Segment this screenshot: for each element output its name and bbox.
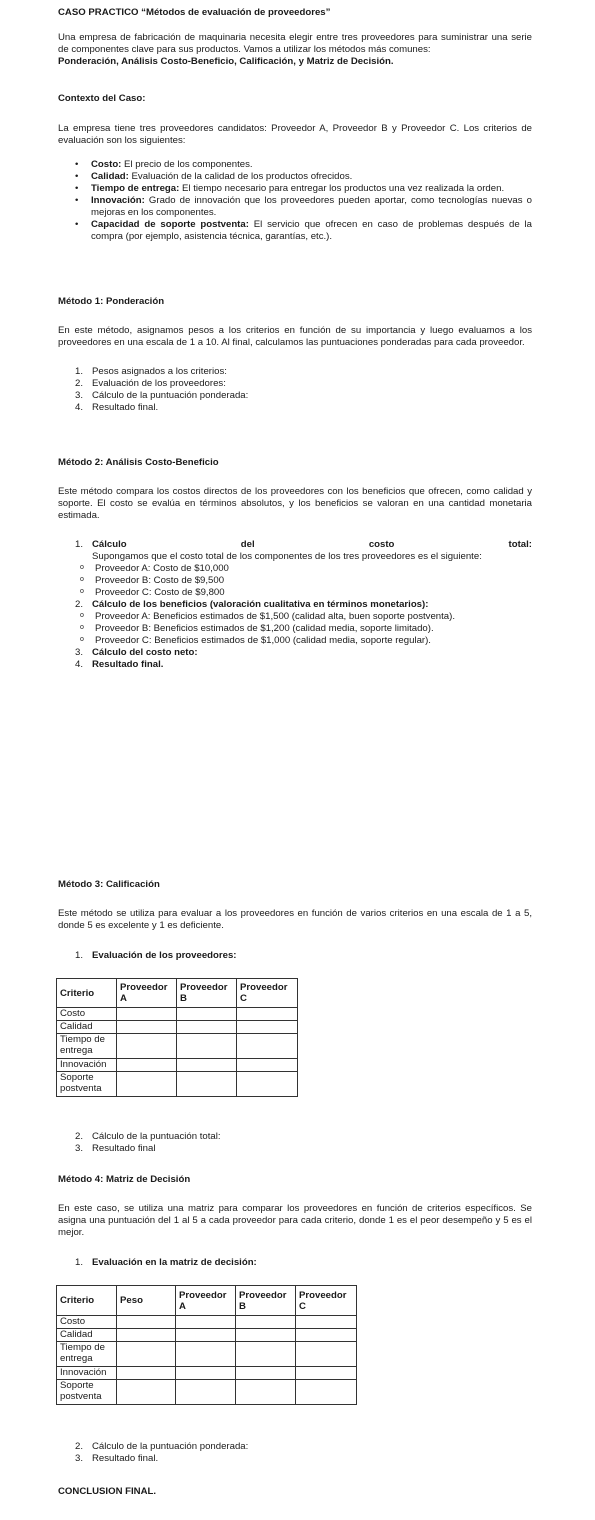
metodo2-text: Este método compara los costos directos de los proveedores con los beneficios que ofrecen, como calidad y soporte. El costo se evalúa en términos absolutos, y los beneficios se valoran en una cantidad monetaria estimada. xyxy=(58,486,532,521)
table-cell[interactable] xyxy=(117,1316,176,1329)
table-header-cell: Criterio xyxy=(57,1286,117,1316)
table-row xyxy=(57,1316,357,1329)
list-item: 4. Resultado final. xyxy=(75,659,164,670)
contexto-section xyxy=(58,123,532,243)
step-text: Supongamos que el costo total de los componentes de los tres proveedores es el siguiente: xyxy=(92,551,482,562)
table-header-cell: Proveedor C xyxy=(296,1286,357,1316)
table-header-cell: Criterio xyxy=(57,979,117,1008)
list-item: o Proveedor B: Beneficios estimados de $1,200 (calidad media, soporte limitado). xyxy=(58,623,532,635)
table-row xyxy=(57,1008,298,1021)
list-item: o Proveedor B: Costo de $9,500 xyxy=(58,575,532,587)
table-cell-criterio: Costo xyxy=(57,1008,117,1021)
table-header-cell: Proveedor A xyxy=(117,979,177,1008)
table-row xyxy=(57,1021,298,1034)
criteria-item: • Calidad: Evaluación de la calidad de los productos ofrecidos. xyxy=(58,171,532,183)
list-item: 3. Cálculo de la puntuación ponderada: xyxy=(75,390,249,401)
metodo1-steps xyxy=(58,366,532,414)
table-row xyxy=(57,1034,298,1059)
table-row xyxy=(57,1329,357,1342)
table-cell[interactable] xyxy=(117,1059,177,1072)
table-cell[interactable] xyxy=(176,1342,236,1367)
list-item: 4. Resultado final. xyxy=(75,402,159,413)
metodo3-text: Este método se utiliza para evaluar a los proveedores en función de varios criterios en una escala de 1 a 5, donde 5 es excelente y 1 es deficiente. xyxy=(58,908,532,931)
metodo4-section xyxy=(58,1203,532,1269)
table-cell[interactable] xyxy=(296,1380,357,1405)
table-cell[interactable] xyxy=(117,1329,176,1342)
table-header-cell: Proveedor B xyxy=(236,1286,296,1316)
table-cell[interactable] xyxy=(177,1072,237,1097)
criteria-item: • Costo: El precio de los componentes. xyxy=(58,159,532,171)
table-cell[interactable] xyxy=(117,1380,176,1405)
metodo4-step1 xyxy=(58,1257,532,1269)
table-cell[interactable] xyxy=(236,1367,296,1380)
table-cell[interactable] xyxy=(176,1316,236,1329)
contexto-text: La empresa tiene tres proveedores candidatos: Proveedor A, Proveedor B y Proveedor C. Los criterios de evaluación son los siguientes: xyxy=(58,123,532,146)
metodo4-heading: Método 4: Matriz de Decisión xyxy=(58,1174,191,1185)
table-cell[interactable] xyxy=(117,1034,177,1059)
conclusion-heading: CONCLUSION FINAL. xyxy=(58,1486,157,1497)
intro-methods: Ponderación, Análisis Costo-Beneficio, Calificación, y Matriz de Decisión. xyxy=(58,56,394,67)
table-header-row xyxy=(57,1286,357,1316)
criteria-item: • Tiempo de entrega: El tiempo necesario para entregar los productos una vez realizada la orden. xyxy=(58,183,532,195)
table-cell[interactable] xyxy=(296,1316,357,1329)
table-cell[interactable] xyxy=(236,1316,296,1329)
table-cell[interactable] xyxy=(177,1034,237,1059)
table-cell[interactable] xyxy=(237,1008,298,1021)
table-cell[interactable] xyxy=(177,1059,237,1072)
list-item: o Proveedor A: Beneficios estimados de $1,500 (calidad alta, buen soporte postventa). xyxy=(58,611,532,623)
intro-text: Una empresa de fabricación de maquinaria necesita elegir entre tres proveedores para suministrar una serie de componentes clave para sus productos. Vamos a utilizar los métodos más comunes: xyxy=(58,32,532,55)
metodo4-steps-after xyxy=(58,1441,532,1465)
table-row xyxy=(57,1072,298,1097)
table-header-cell: Proveedor A xyxy=(176,1286,236,1316)
table-cell-criterio: Calidad xyxy=(57,1021,117,1034)
metodo1-heading: Método 1: Ponderación xyxy=(58,296,165,307)
table-cell-criterio: Calidad xyxy=(57,1329,117,1342)
list-item: 1. Evaluación de los proveedores: xyxy=(75,950,237,961)
table-cell[interactable] xyxy=(236,1380,296,1405)
table-cell[interactable] xyxy=(117,1021,177,1034)
table-row xyxy=(57,1380,357,1405)
table-cell-criterio: Costo xyxy=(57,1316,117,1329)
criteria-item: • Capacidad de soporte postventa: El servicio que ofrecen en caso de problemas después de la compra (por ejemplo, asistencia técnica, garantías, etc.). xyxy=(58,219,532,243)
intro-section xyxy=(58,32,532,68)
metodo3-heading: Método 3: Calificación xyxy=(58,879,160,890)
metodo2-heading: Método 2: Análisis Costo-Beneficio xyxy=(58,457,219,468)
matriz-decision-table xyxy=(56,1285,357,1405)
table-cell[interactable] xyxy=(117,1072,177,1097)
table-header-cell: Peso xyxy=(117,1286,176,1316)
table-header-cell: Proveedor C xyxy=(237,979,298,1008)
list-item: 2. Cálculo de los beneficios (valoración cualitativa en términos monetarios): o Proveedor A: Beneficios estimados de $1,500 (calidad alta, buen soporte postventa). o Proveedor B: Beneficios estimados de $1,200 (calidad media, soporte limitado). o Proveedor C: Beneficios estimados de $1,000 (calidad media, soporte regular). xyxy=(58,599,532,647)
criteria-item: • Innovación: Grado de innovación que los proveedores pueden aportar, como tecnologías nuevas o mejoras en los componentes. xyxy=(58,195,532,219)
table-header-cell: Proveedor B xyxy=(177,979,237,1008)
list-item: 3. Cálculo del costo neto: xyxy=(75,647,198,658)
table-header-row xyxy=(57,979,298,1008)
table-cell[interactable] xyxy=(117,1008,177,1021)
cost-list xyxy=(58,563,532,599)
table-cell-criterio: Soporte postventa xyxy=(57,1072,117,1097)
list-item: o Proveedor C: Costo de $9,800 xyxy=(58,587,532,599)
table-row xyxy=(57,1367,357,1380)
list-item: 1. Pesos asignados a los criterios: xyxy=(75,366,227,377)
table-cell[interactable] xyxy=(177,1008,237,1021)
table-cell[interactable] xyxy=(236,1329,296,1342)
document-title: CASO PRACTICO “Métodos de evaluación de proveedores” xyxy=(58,7,331,18)
contexto-heading: Contexto del Caso: xyxy=(58,93,146,104)
table-cell[interactable] xyxy=(236,1342,296,1367)
list-item: o Proveedor C: Beneficios estimados de $1,000 (calidad media, soporte regular). xyxy=(58,635,532,647)
table-cell-criterio: Innovación xyxy=(57,1367,117,1380)
table-cell[interactable] xyxy=(237,1034,298,1059)
table-cell-criterio: Soporte postventa xyxy=(57,1380,117,1405)
table-cell[interactable] xyxy=(117,1367,176,1380)
table-cell[interactable] xyxy=(177,1021,237,1034)
list-item: 2. Cálculo de la puntuación ponderada: xyxy=(75,1441,249,1452)
step-label: Cálculo del costo total: xyxy=(92,539,532,550)
table-cell[interactable] xyxy=(176,1329,236,1342)
criteria-list xyxy=(58,159,532,243)
table-cell[interactable] xyxy=(296,1342,357,1367)
metodo2-steps xyxy=(58,539,532,671)
metodo3-steps-after xyxy=(58,1131,532,1155)
table-cell[interactable] xyxy=(176,1380,236,1405)
table-cell-criterio: Innovación xyxy=(57,1059,117,1072)
list-item: 1. Evaluación en la matriz de decisión: xyxy=(75,1257,257,1268)
list-item: o Proveedor A: Costo de $10,000 xyxy=(58,563,532,575)
table-cell[interactable] xyxy=(237,1072,298,1097)
table-cell[interactable] xyxy=(176,1367,236,1380)
list-item: 3. Resultado final. xyxy=(75,1453,159,1464)
metodo3-section xyxy=(58,908,532,962)
metodo4-text: En este caso, se utiliza una matriz para comparar los proveedores en función de criterios específicos. Se asigna una puntuación del 1 al 5 a cada proveedor para cada criterio, donde 1 es el peor desempeño y 5 es el mejor. xyxy=(58,1203,532,1238)
list-item: 3. Resultado final xyxy=(75,1143,156,1154)
list-item: 2. Evaluación de los proveedores: xyxy=(75,378,226,389)
table-row xyxy=(57,1059,298,1072)
table-cell-criterio: Tiempo de entrega xyxy=(57,1034,117,1059)
table-cell[interactable] xyxy=(117,1342,176,1367)
table-cell-criterio: Tiempo de entrega xyxy=(57,1342,117,1367)
metodo1-section xyxy=(58,325,532,414)
calificacion-table xyxy=(56,978,298,1097)
table-cell[interactable] xyxy=(296,1329,357,1342)
metodo2-section xyxy=(58,486,532,671)
table-cell[interactable] xyxy=(296,1367,357,1380)
metodo1-text: En este método, asignamos pesos a los criterios en función de su importancia y luego evaluamos a los proveedores en una escala de 1 a 10. Al final, calculamos las puntuaciones ponderadas para cada proveedor. xyxy=(58,325,532,348)
metodo3-step1 xyxy=(58,950,532,962)
table-row xyxy=(57,1342,357,1367)
list-item: 2. Cálculo de la puntuación total: xyxy=(75,1131,221,1142)
list-item: 1. Cálculo del costo total: Supongamos que el costo total de los componentes de los tres proveedores es el siguiente: o Proveedor A: Costo de $10,000 o Proveedor B: Costo de $9,500 o Proveedor C: Costo de $9,800 xyxy=(58,539,532,599)
benefit-list xyxy=(58,611,532,647)
table-cell[interactable] xyxy=(237,1059,298,1072)
table-cell[interactable] xyxy=(237,1021,298,1034)
